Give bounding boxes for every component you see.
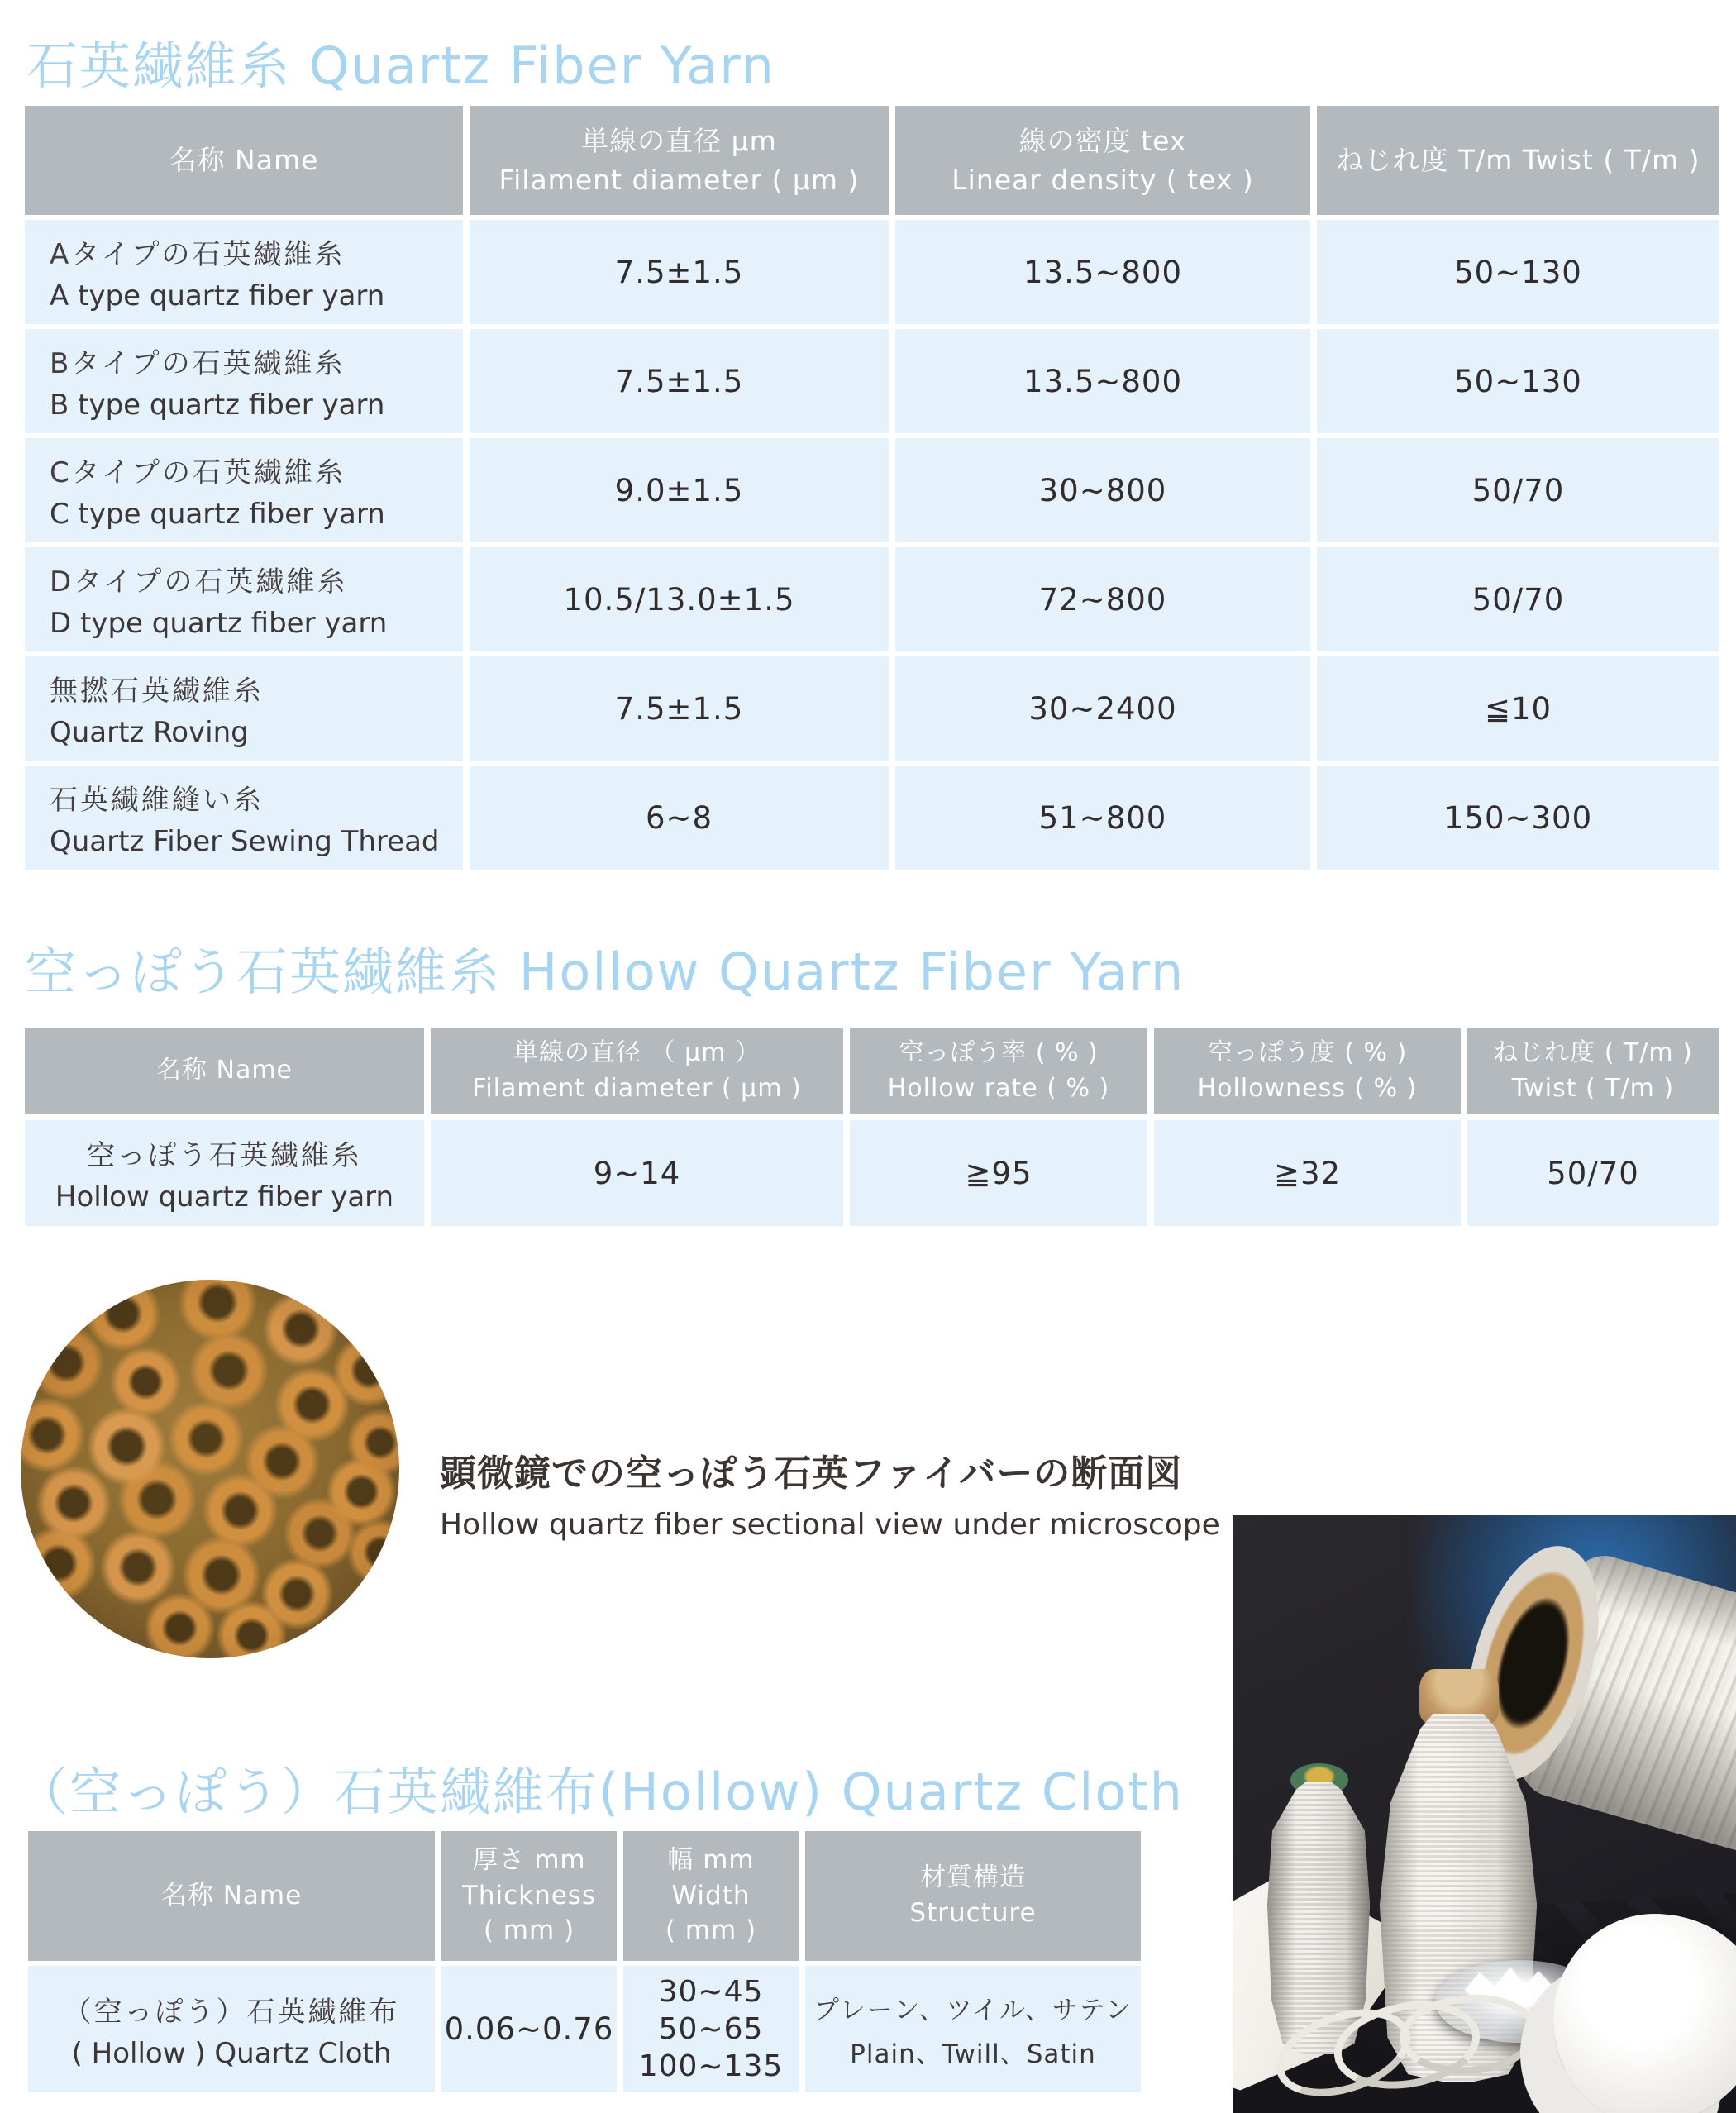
name-cell — [25, 438, 463, 542]
diameter-cell: 7.5±1.5 — [470, 656, 889, 761]
th-twist-en: Twist ( T/m ) — [1511, 1074, 1675, 1103]
row-name-jp: （空っぽう）石英繊維布 — [63, 1995, 400, 2029]
hollowness-cell: ≧32 — [1154, 1120, 1461, 1226]
photo-sewing-cord — [1274, 1978, 1571, 2111]
th-structure-en: Structure — [909, 1898, 1037, 1928]
product-photo-quartz-fiber-products — [1233, 1515, 1736, 2113]
row-name-jp: Bタイプの石英繊維糸 — [50, 347, 346, 380]
th-hollowness-jp: 空っぽう度 ( % ) — [1207, 1037, 1408, 1067]
row-name-jp: 空っぽう石英繊維糸 — [87, 1139, 362, 1172]
hollow-rate-cell: ≧95 — [850, 1120, 1147, 1226]
row-name-en: Hollow quartz fiber yarn — [55, 1181, 394, 1214]
density-cell: 72~800 — [895, 547, 1310, 651]
twist-cell: 50/70 — [1317, 547, 1719, 651]
row-name-en: Quartz Fiber Sewing Thread — [50, 825, 440, 858]
th-density-jp: 線の密度 tex — [1018, 124, 1187, 157]
twist-cell: ≦10 — [1317, 656, 1719, 761]
row-name-jp: 無撚石英繊維糸 — [50, 675, 264, 708]
th-name-label: 名称 Name — [160, 1880, 303, 1910]
twist-cell: 50/70 — [1467, 1120, 1719, 1226]
diameter-cell: 10.5/13.0±1.5 — [470, 547, 889, 651]
th-diameter-en: Filament diameter ( μm ) — [498, 163, 860, 196]
structure-en: Plain、Twill、Satin — [850, 2039, 1096, 2069]
th-thickness-unit: ( mm ) — [483, 1915, 575, 1946]
th-hollowness — [1154, 1028, 1461, 1114]
section1-title: 石英繊維糸 Quartz Fiber Yarn — [26, 36, 775, 96]
row-name-en: C type quartz fiber yarn — [50, 498, 385, 531]
name-cell — [25, 766, 463, 870]
th-width-unit: ( mm ) — [665, 1915, 757, 1946]
th-twist-label: ねじれ度 T/m Twist ( T/m ) — [1336, 144, 1700, 177]
th-twist-jp: ねじれ度 ( T/m ) — [1493, 1037, 1693, 1067]
microscope-photo-hollow-fiber-cross-section — [21, 1280, 399, 1658]
th-hollow-rate — [850, 1028, 1147, 1114]
th-name — [25, 1028, 424, 1114]
hollow-quartz-fiber-yarn-table — [25, 1028, 1719, 1226]
structure-cell — [805, 1966, 1141, 2092]
row-name-en: A type quartz fiber yarn — [50, 279, 385, 312]
name-cell — [25, 329, 463, 433]
twist-cell: 150~300 — [1317, 766, 1719, 870]
th-hollow-rate-en: Hollow rate ( % ) — [887, 1074, 1110, 1103]
caption-en: Hollow quartz fiber sectional view under microscope — [440, 1508, 1220, 1542]
diameter-cell: 6~8 — [470, 766, 889, 870]
diameter-cell: 7.5±1.5 — [470, 329, 889, 433]
th-structure — [805, 1831, 1141, 1961]
density-cell: 30~800 — [895, 438, 1310, 542]
row-name-en: ( Hollow ) Quartz Cloth — [71, 2036, 392, 2070]
row-name-jp: 石英繊維縫い糸 — [50, 784, 264, 817]
th-name — [25, 106, 463, 215]
row-name-en: B type quartz fiber yarn — [50, 389, 385, 422]
th-hollowness-en: Hollowness ( % ) — [1197, 1074, 1418, 1103]
th-thickness-jp: 厚さ mm — [472, 1845, 586, 1876]
th-density-en: Linear density ( tex ) — [951, 163, 1254, 196]
name-cell — [28, 1966, 435, 2092]
diameter-cell: 7.5±1.5 — [470, 220, 889, 324]
th-name — [28, 1831, 435, 1961]
th-twist — [1467, 1028, 1719, 1114]
density-cell: 13.5~800 — [895, 220, 1310, 324]
row-name-en: D type quartz fiber yarn — [50, 607, 388, 640]
th-name-label: 名称 Name — [155, 1056, 293, 1085]
th-width-jp: 幅 mm — [667, 1845, 755, 1876]
structure-jp: プレーン、ツイル、サテン — [813, 1995, 1133, 2025]
th-twist — [1317, 106, 1719, 215]
th-thickness-en: Thickness — [461, 1880, 597, 1910]
row-name-en: Quartz Roving — [50, 716, 249, 749]
th-structure-jp: 材質構造 — [920, 1863, 1026, 1893]
th-thickness — [441, 1831, 617, 1961]
th-filament-diameter — [470, 106, 889, 215]
th-hollow-rate-jp: 空っぽう率 ( % ) — [899, 1037, 1099, 1067]
th-width-en: Width — [671, 1880, 751, 1910]
density-cell: 51~800 — [895, 766, 1310, 870]
width-range-1: 30~45 — [658, 1975, 764, 2009]
th-name-label: 名称 Name — [169, 144, 319, 177]
row-name-jp: Cタイプの石英繊維糸 — [50, 456, 346, 489]
th-diameter-jp: 単線の直径 （ μm ） — [513, 1037, 761, 1067]
width-range-2: 50~65 — [658, 2012, 764, 2046]
row-name-jp: Dタイプの石英繊維糸 — [50, 565, 348, 599]
th-linear-density — [895, 106, 1310, 215]
quartz-fiber-yarn-table — [25, 106, 1719, 870]
density-cell: 13.5~800 — [895, 329, 1310, 433]
th-diameter-en: Filament diameter ( μm ) — [472, 1074, 802, 1103]
microscope-caption — [440, 1443, 1220, 1542]
twist-cell: 50/70 — [1317, 438, 1719, 542]
name-cell — [25, 656, 463, 761]
name-cell — [25, 220, 463, 324]
hollow-quartz-cloth-table — [28, 1831, 1141, 2092]
density-cell: 30~2400 — [895, 656, 1310, 761]
th-diameter-jp: 単線の直径 μm — [581, 124, 777, 157]
section3-title: （空っぽう）石英繊維布(Hollow) Quartz Cloth — [17, 1762, 1184, 1822]
width-range-3: 100~135 — [638, 2049, 784, 2083]
width-cell — [623, 1966, 799, 2092]
name-cell — [25, 547, 463, 651]
diameter-cell: 9.0±1.5 — [470, 438, 889, 542]
caption-jp: 顕微鏡での空っぽう石英ファイバーの断面図 — [440, 1452, 1183, 1495]
th-filament-diameter — [431, 1028, 843, 1114]
row-name-jp: Aタイプの石英繊維糸 — [50, 238, 346, 271]
name-cell — [25, 1120, 424, 1226]
section2-title: 空っぽう石英繊維糸 Hollow Quartz Fiber Yarn — [25, 942, 1185, 1002]
thickness-cell: 0.06~0.76 — [441, 1966, 617, 2092]
twist-cell: 50~130 — [1317, 220, 1719, 324]
diameter-cell: 9~14 — [431, 1120, 843, 1226]
th-width — [623, 1831, 799, 1961]
twist-cell: 50~130 — [1317, 329, 1719, 433]
